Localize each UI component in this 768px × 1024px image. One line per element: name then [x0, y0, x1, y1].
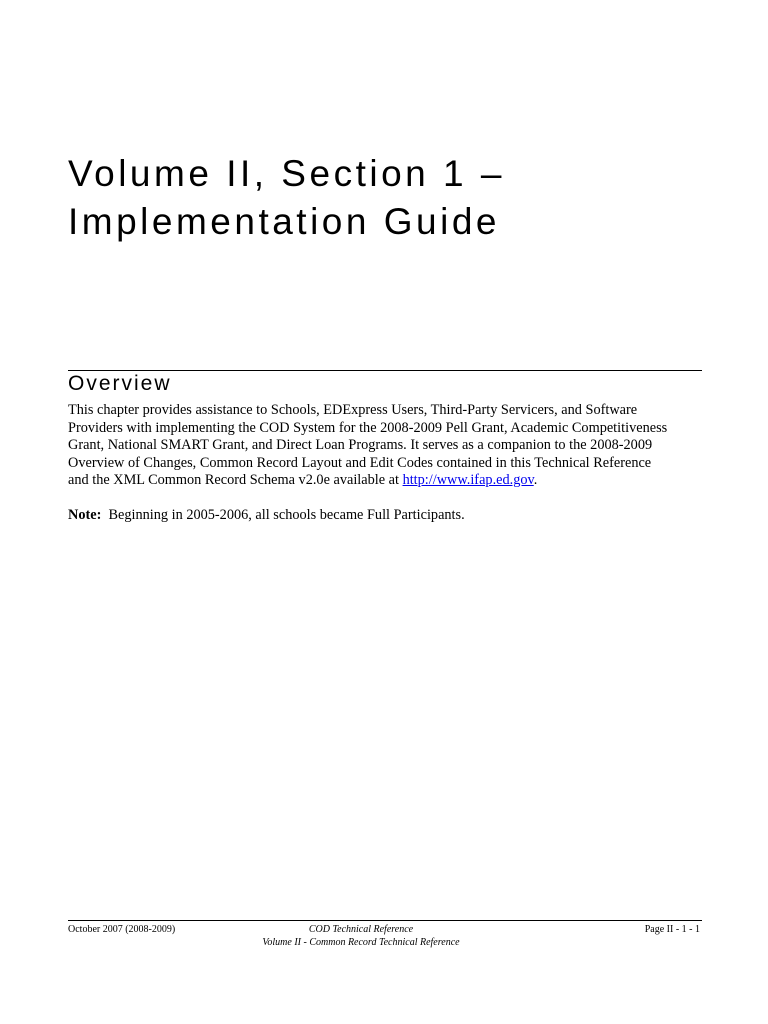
footer-date: October 2007 (2008-2009) — [68, 924, 176, 935]
footer-reference — [200, 924, 522, 949]
overview-paragraph — [68, 402, 708, 490]
note-text: Beginning in 2005-2006, all schools became Full Participants. — [101, 507, 465, 523]
page-title-line-1: Volume II, Section 1 – — [68, 153, 505, 194]
note-label: Note: — [68, 507, 102, 523]
footer-reference-line-2: Volume II - Common Record Technical Reference — [262, 936, 460, 948]
ifap-link[interactable]: http://www.ifap.ed.gov — [402, 472, 534, 488]
overview-line-3: Grant, National SMART Grant, and Direct Loan Programs. It serves as a companion to the 2008-2009 — [68, 437, 653, 453]
overview-line-5-prefix: and the XML Common Record Schema v2.0e available at — [68, 472, 403, 488]
overview-heading: Overview — [68, 372, 172, 395]
footer-page-number: Page II - 1 - 1 — [644, 924, 700, 935]
section-divider — [68, 370, 702, 371]
overview-line-2: Providers with implementing the COD System for the 2008-2009 Pell Grant, Academic Competitiveness — [68, 419, 668, 436]
overview-line-1: This chapter provides assistance to Schools, EDExpress Users, Third-Party Servicers, and Software — [68, 402, 638, 418]
overview-line-5-suffix: . — [533, 472, 538, 488]
page-title-line-2: Implementation Guide — [68, 201, 500, 242]
overview-line-4: Overview of Changes, Common Record Layout and Edit Codes contained in this Technical Reference — [68, 454, 652, 471]
page-title — [68, 150, 708, 246]
note-paragraph — [68, 507, 465, 525]
footer-divider — [68, 920, 702, 921]
footer-reference-line-1: COD Technical Reference — [308, 924, 414, 935]
overview-line-5 — [68, 472, 708, 490]
